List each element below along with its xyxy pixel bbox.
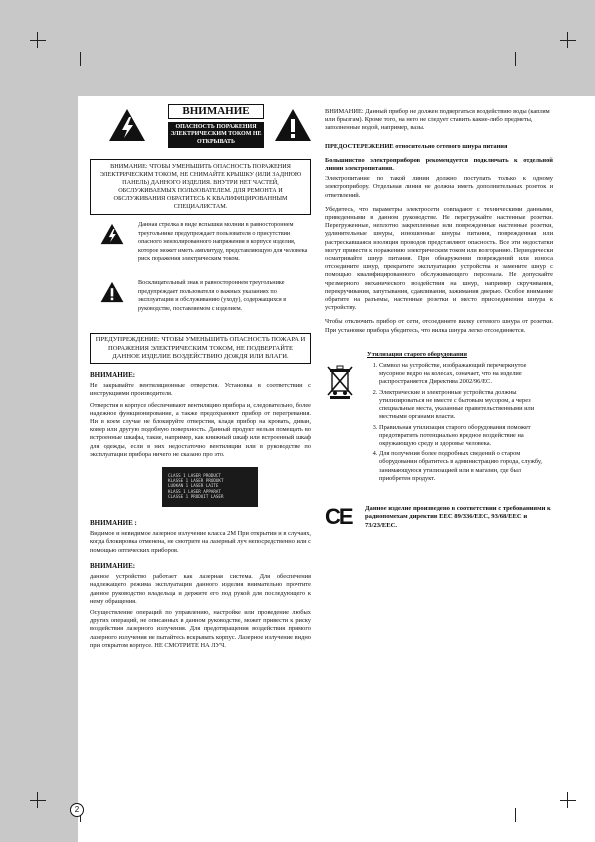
gray-top-band: [0, 0, 595, 96]
crop-mark: [80, 52, 81, 66]
crop-mark: [37, 32, 38, 48]
exclamation-symbol-explanation: [90, 279, 311, 331]
page-number: 2: [70, 803, 84, 817]
laser-label-line: CLASSE 1 PRODUIT LASER: [168, 493, 224, 499]
moisture-warning-box: ПРЕДУПРЕЖДЕНИЕ: ЧТОБЫ УМЕНЬШИТЬ ОПАСНОСТЬ ПОЖАРА И ПОРАЖЕНИЯ ЭЛЕКТРИЧЕСКИМ ТОКОМ, НЕ ПОДВЕРГАЙТЕ ДАННОЕ ИЗДЕЛИЕ ВОЗДЕЙСТВИЮ ДОЖДЯ ИЛИ ВЛАГИ.: [90, 333, 311, 364]
crop-mark: [567, 792, 568, 808]
warning-subtitle: ОПАСНОСТЬ ПОРАЖЕНИЯ ЭЛЕКТРИЧЕСКИМ ТОКОМ НЕ ОТКРЫВАТЬ: [168, 122, 264, 148]
exclamation-symbol-text: Восклицательный знак в равностороннем треугольнике предупреждает пользователя о важных указаниях по эксплуатации и обслуживанию (уходу), содержащихся в руководстве, поставляемом с изделием.: [138, 279, 287, 312]
lightning-symbol-explanation: [90, 221, 311, 273]
ce-compliance-text: Данное изделие произведено в соответствии с требованиями к радиопомехам директив EEC 89/336/EEC, 93/68/EEC и 73/23/EEC.: [365, 504, 551, 529]
crop-mark: [37, 792, 38, 808]
vent-paragraph-2: Отверстия в корпусе обеспечивают вентиляцию прибора и, следовательно, более надежное функционирование, а также предохраняют прибор от перегревания. Ни в коем случае не блокируйте отверстия, кладя прибор на кровать, диван, ковер или другую подобную поверхность. Данный продукт нельзя помещать во встроенные шкафы, такие, например, как книжный шкаф или встроенный шкаф для одежды, если в них недостаточно вентиляции или в руководстве по эксплуатации прибора ничего не сказано про это.: [90, 401, 311, 458]
power-cord-heading: ПРЕДОСТЕРЕЖЕНИЕ относительно сетевого шнура питания: [325, 142, 508, 150]
power-cord-paragraph-2: Убедитесь, что параметры электросети совпадают с техническими данными, приведенными в данном руководстве. Не перегружайте настенные розетки. Перегруженные, неплотно закрепленные или поврежденные настенные розетки, удлинительные шнуры, изношенные шнуры питания, поврежденная или растрескавшаяся изоляция проводов представляют опасность. Все эти недостатки могут привести к поражению электрическим током или возгоранию. Периодически осматривайте шнур питания. При обнаружении повреждений или износа отсоедините шнур, прекратите эксплуатацию устройства и замените шнур с помощью квалифицированного обслуживающего персонала. Не допускайте чрезмерного механического воздействия на шнур, например скручивания, перекручивания, запутывания, сдавливания, зажимания дверью. Особое внимание обратите на разъемы, настенные розетки и место присоединения шнура к устройству.: [325, 205, 553, 312]
laser-label-line: LUOKAN 1 LASER LAITE: [168, 483, 219, 489]
left-column: [90, 104, 311, 650]
list-item: 3. Правильная утилизация старого оборудования поможет предотвратить потенциально вредное воздействие на окружающую среду и здоровье человека.: [379, 424, 553, 449]
warning-title: ВНИМАНИЕ: [168, 104, 264, 119]
crop-mark: [560, 800, 576, 801]
laser-label: [162, 467, 311, 507]
crop-mark: [567, 32, 568, 48]
power-cord-paragraph-1: Электропитание по такой линии должно поступать только к одному электроприбору. Отдельная линия не должна иметь дополнительных розеток и ответвлений.: [325, 175, 553, 199]
gray-side-band: [0, 0, 78, 842]
laser-system-heading: ВНИМАНИЕ:: [90, 561, 136, 570]
laser-system-paragraph-1: данное устройство работает как лазерная система. Для обеспечения надлежащего режима эксплуатации данного изделия внимательно прочтите данное руководство владельца и держите его под рукой для последующего к нему обращения.: [90, 573, 311, 605]
water-warning: [325, 108, 553, 133]
ce-compliance: [325, 505, 553, 530]
laser-system-paragraph-2: Осуществление операций по управлению, настройке или проведение любых других операций, не описанных в данном руководстве, может привести к риску воздействия лазерного излучения. Для предотвращения воздействия прямого лазерного излучения не пытайтесь вскрывать корпус. Лазерное излучение видно при открытом корпусе. НЕ СМОТРИТЕ НА ЛУЧ.: [90, 608, 311, 649]
crop-mark: [515, 52, 516, 66]
lightning-triangle-icon: [108, 108, 146, 142]
crop-mark: [30, 800, 46, 801]
exclamation-triangle-icon: [274, 108, 312, 142]
lightning-symbol-text: Данная стрелка в виде вспышки молнии в равностороннем треугольнике предупреждает пользователя о присутствии опасного неизолированного напряжения в корпусе изделия, которое может иметь амплитуду, представляющую для человека риск поражения электрическим током.: [138, 221, 308, 263]
laser-label-line: KLASS 1 LASER APPARAT: [168, 488, 221, 494]
warning-header: [108, 104, 311, 154]
laser-warning-heading: ВНИМАНИЕ :: [90, 519, 137, 528]
ce-mark-icon: CE: [325, 503, 352, 529]
main-warning-box: ВНИМАНИЕ: ЧТОБЫ УМЕНЬШИТЬ ОПАСНОСТЬ ПОРАЖЕНИЯ ЭЛЕКТРИЧЕСКИМ ТОКОМ, НЕ СНИМАЙТЕ КРЫШКУ (ИЛИ ЗАДНЮЮ ПАНЕЛЬ) ДАННОГО ИЗДЕЛИЯ. ВНУТРИ НЕТ ЧАСТЕЙ, ОБСЛУЖИВАЕМЫХ ПОЛЬЗОВАТЕЛЕМ. ДЛЯ РЕМОНТА И ОБСЛУЖИВАНИЯ ОБРАТИТЕСЬ К КВАЛИФИЦИРОВАННЫМ СПЕЦИАЛИСТАМ.: [90, 159, 311, 215]
disposal-list: [367, 362, 553, 483]
list-item: 1. Символ на устройстве, изображающий перечеркнутое мусорное ведро на колесах, означает, что на изделие распространяется Директива 2002/96/EC.: [379, 362, 553, 387]
list-item: 2. Электрические и электронные устройства должны утилизироваться не вместе с бытовым мусором, а через специальные места, указанные правительственными или местными органами власти.: [379, 389, 553, 422]
exclamation-triangle-icon: [100, 281, 124, 303]
power-cord-bold: Большинство электроприборов рекомендуется подключать к отдельной линии электропитания.: [325, 156, 553, 173]
list-item: 4. Для получения более подробных сведений о старом оборудовании обратитесь в администрацию города, службу, занимающуюся утилизацией или в магазин, где был приобретен продукт.: [379, 450, 553, 483]
vent-heading: ВНИМАНИЕ:: [90, 371, 136, 380]
right-column: [325, 108, 553, 530]
laser-warning-paragraph: Видимое и невидимое лазерное излучение класса 2M При открытии и в случаях, когда блокировка отменена, не смотрите на лазерный луч непосредственно или с помощью оптических приборов.: [90, 530, 311, 554]
power-cord-paragraph-3: Чтобы отключить прибор от сети, отсоедините вилку сетевого шнура от розетки. При установке прибора убедитесь, что вилка шнура легко отсоединяется.: [325, 318, 553, 334]
crop-mark: [560, 40, 576, 41]
laser-label-line: CLASS 1 LASER PRODUCT: [168, 473, 221, 479]
laser-label-line: KLASSE 1 LASER PRODUKT: [168, 478, 224, 484]
crossed-bin-icon: [327, 365, 353, 399]
crop-mark: [30, 40, 46, 41]
vent-paragraph-1: Не закрывайте вентиляционные отверстия. Установка в соответствии с инструкциями производителя.: [90, 382, 311, 398]
water-warning-text: ВНИМАНИЕ: Данный прибор не должен подвергаться воздействию воды (каплям или брызгам). Кроме того, на него не следует ставить какие-либо предметы, заполненные водой, например, вазы.: [325, 108, 550, 132]
laser-label-plate: [162, 467, 258, 507]
lightning-triangle-icon: [100, 223, 124, 245]
disposal-title: Утилизация старого оборудования: [367, 350, 467, 358]
crop-mark: [515, 808, 516, 822]
disposal-section: [325, 351, 553, 483]
